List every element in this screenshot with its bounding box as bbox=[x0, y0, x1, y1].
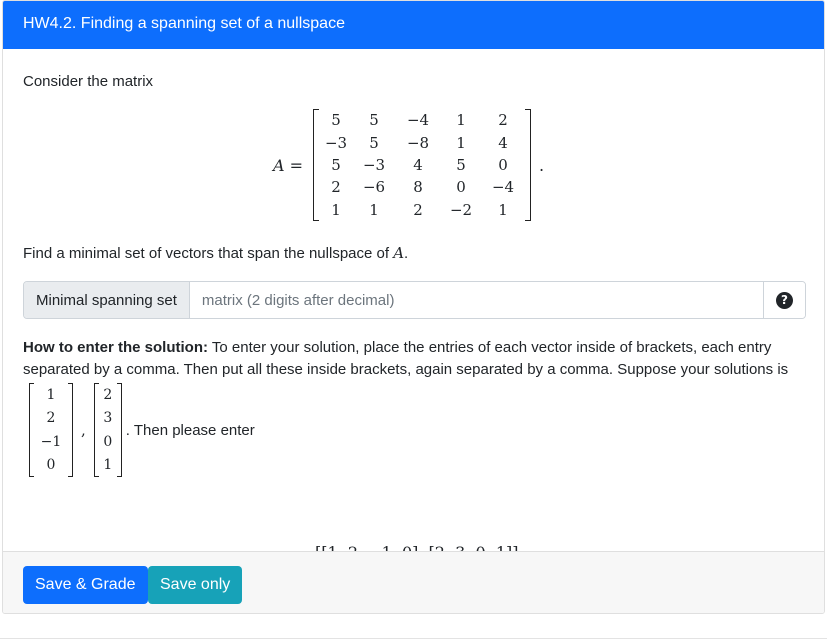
matrix-cell: 1 bbox=[498, 200, 508, 219]
vector-entry: 1 bbox=[46, 386, 56, 403]
matrix-cell: 2 bbox=[498, 111, 508, 130]
answer-input-group bbox=[23, 281, 806, 319]
matrix-cell: 5 bbox=[456, 155, 466, 174]
vector-comma: , bbox=[81, 421, 86, 439]
matrix-cell: 8 bbox=[413, 178, 423, 197]
matrix-cell: 1 bbox=[456, 111, 466, 130]
matrix-cell: −4 bbox=[406, 111, 430, 130]
matrix-display bbox=[273, 109, 544, 221]
matrix-cell: 2 bbox=[413, 200, 423, 219]
matrix-row bbox=[319, 154, 525, 176]
example-vectors bbox=[29, 383, 255, 477]
matrix-cell: 1 bbox=[369, 200, 379, 219]
divider bbox=[0, 638, 827, 639]
matrix-cell: −8 bbox=[406, 133, 430, 152]
matrix-cell: −3 bbox=[362, 155, 386, 174]
matrix-cell: 5 bbox=[369, 111, 379, 130]
save-only-button[interactable]: Save only bbox=[148, 566, 242, 604]
matrix-cell: −3 bbox=[324, 133, 348, 152]
matrix-row bbox=[319, 176, 525, 198]
instructions-heading: How to enter the solution: bbox=[23, 339, 208, 356]
answer-input-label: Minimal spanning set bbox=[24, 282, 190, 318]
matrix-cell: −4 bbox=[491, 178, 515, 197]
matrix-cell: 2 bbox=[331, 178, 341, 197]
matrix-cell: −2 bbox=[449, 200, 473, 219]
matrix-cell: 1 bbox=[456, 133, 466, 152]
matrix-row bbox=[319, 199, 525, 221]
vector-entry: 0 bbox=[46, 457, 56, 474]
matrix-cell: 4 bbox=[498, 133, 508, 152]
prompt-variable: A bbox=[393, 244, 405, 262]
save-grade-button[interactable]: Save & Grade bbox=[23, 566, 148, 604]
vector-1 bbox=[29, 383, 73, 477]
matrix-cell: 0 bbox=[498, 155, 508, 174]
matrix-cell: −6 bbox=[362, 178, 386, 197]
instructions-text: How to enter the solution: To enter your solution, place the entries of each vector inside of brackets, each entry separated by a comma. Then put all these inside brackets, again separated by a comma. Suppose your solutions is bbox=[23, 339, 789, 378]
matrix-row bbox=[319, 109, 525, 131]
matrix-table bbox=[319, 109, 525, 221]
matrix-cell: 5 bbox=[369, 133, 379, 152]
matrix-period: . bbox=[539, 155, 545, 175]
matrix-cell: 5 bbox=[331, 111, 341, 130]
matrix-cell: 4 bbox=[413, 155, 423, 174]
question-card bbox=[2, 0, 825, 614]
matrix-cell: 5 bbox=[331, 155, 341, 174]
vector-entry: 2 bbox=[103, 386, 113, 403]
question-title: HW4.2. Finding a spanning set of a nullspace bbox=[3, 1, 824, 49]
matrix-row bbox=[319, 131, 525, 153]
matrix-brackets bbox=[313, 109, 531, 221]
matrix-label: A = bbox=[273, 155, 304, 175]
answer-input[interactable] bbox=[190, 282, 763, 318]
prompt-text: Find a minimal set of vectors that span the nullspace of A. bbox=[23, 244, 409, 262]
then-text: . Then please enter bbox=[125, 421, 255, 439]
vector-entry: 1 bbox=[103, 457, 113, 474]
question-circle-icon[interactable]: ? bbox=[776, 292, 793, 309]
vector-entry: 2 bbox=[46, 410, 56, 427]
vector-entry: −1 bbox=[40, 433, 62, 450]
vector-2 bbox=[94, 383, 122, 477]
card-footer bbox=[3, 551, 824, 614]
matrix-cell: 1 bbox=[331, 200, 341, 219]
intro-text: Consider the matrix bbox=[23, 73, 154, 90]
vector-entry: 3 bbox=[103, 410, 113, 427]
vector-entry: 0 bbox=[103, 433, 113, 450]
matrix-cell: 0 bbox=[456, 178, 466, 197]
help-button[interactable] bbox=[763, 282, 805, 318]
